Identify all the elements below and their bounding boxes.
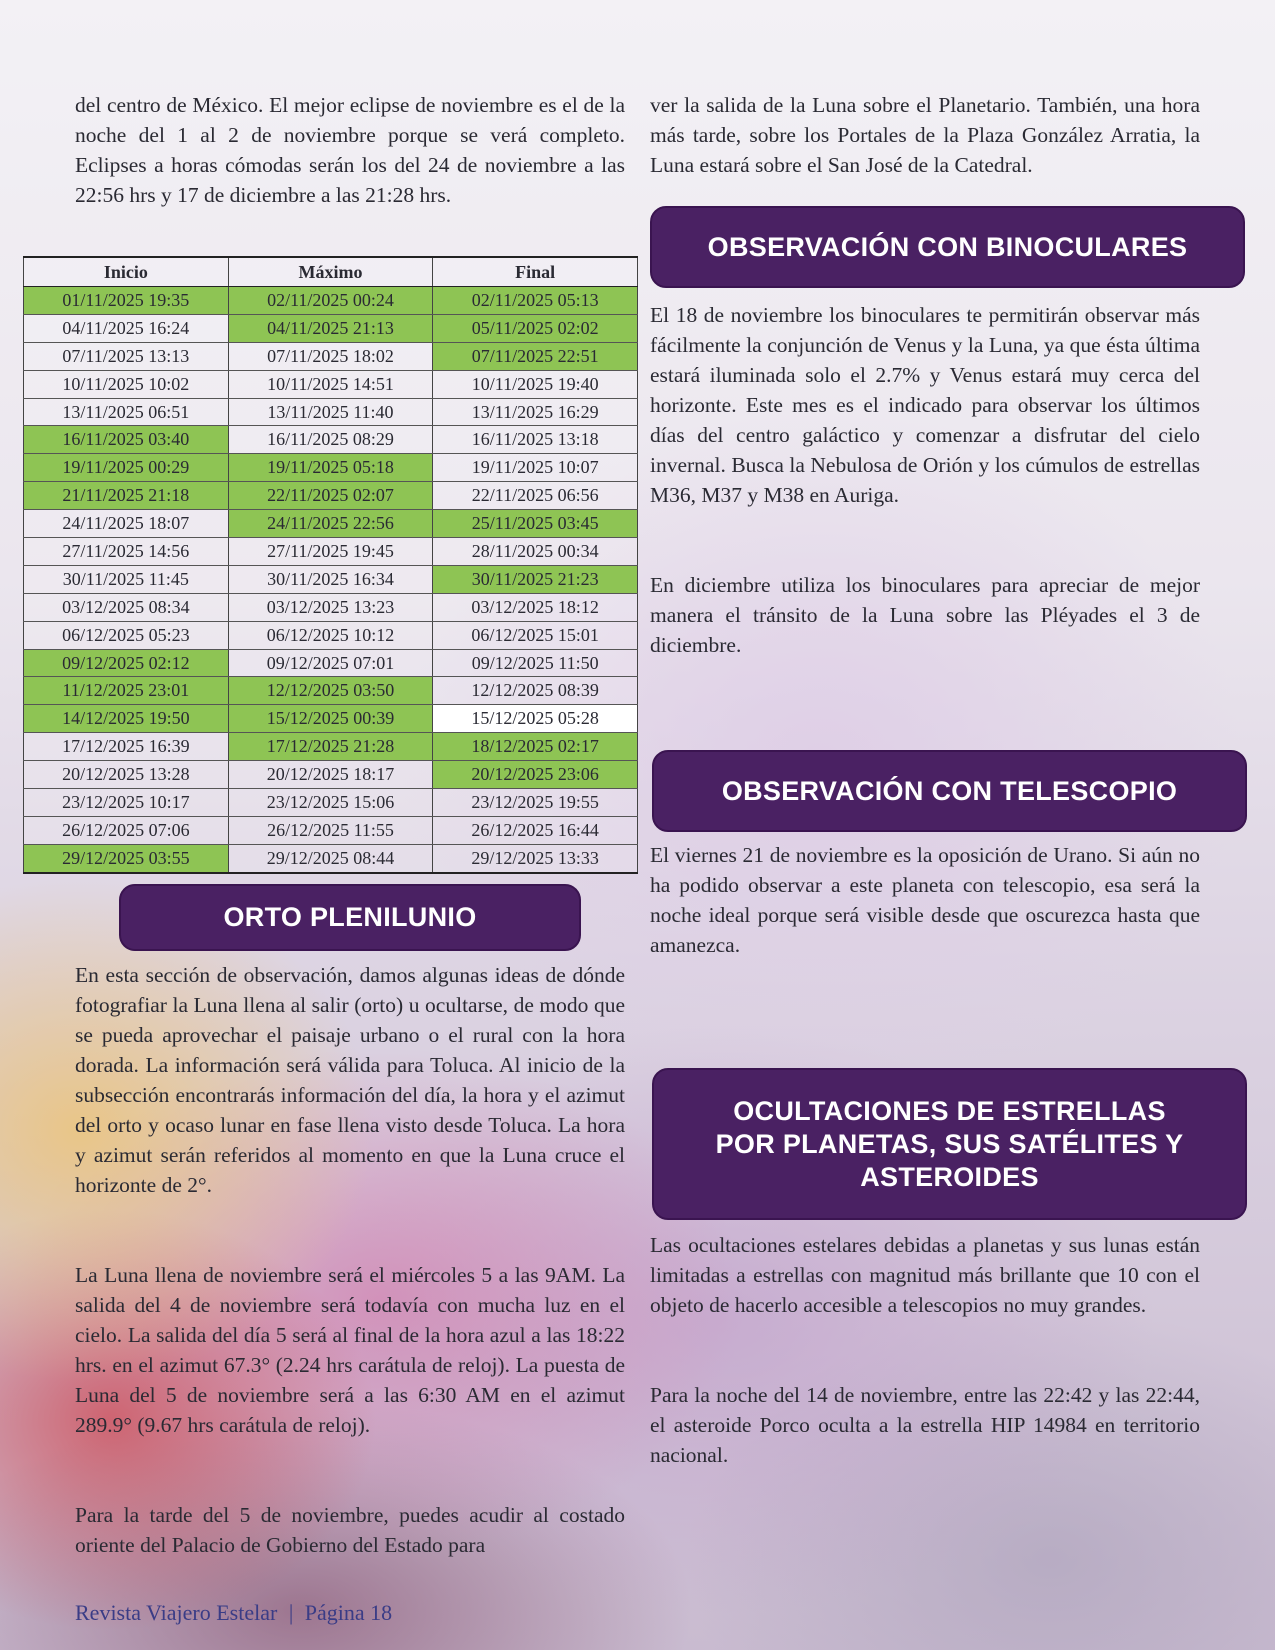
page-footer: [75, 1600, 392, 1626]
binoculares-paragraph-2: En diciembre utiliza los binoculares para apreciar de mejor manera el tránsito de la Luna sobre las Pléyades el 3 de diciembre.: [650, 573, 1200, 657]
continuation-paragraph: ver la salida de la Luna sobre el Planetario. También, una hora más tarde, sobre los Portales de la Plaza González Arratia, la Luna estará sobre el San José de la Catedral.: [650, 93, 1200, 177]
table-cell-maximo: 10/11/2025 14:51: [228, 370, 433, 398]
table-header-row: [24, 257, 638, 287]
table-row: [24, 426, 638, 454]
table-cell-inicio: 26/12/2025 07:06: [24, 816, 229, 844]
table-cell-maximo: 16/11/2025 08:29: [228, 426, 433, 454]
table-cell-final: 03/12/2025 18:12: [433, 593, 638, 621]
table-row: [24, 454, 638, 482]
table-cell-maximo: 26/12/2025 11:55: [228, 816, 433, 844]
table-cell-inicio: 10/11/2025 10:02: [24, 370, 229, 398]
table-cell-inicio: 30/11/2025 11:45: [24, 565, 229, 593]
table-cell-maximo: 07/11/2025 18:02: [228, 342, 433, 370]
column-header-inicio: Inicio: [24, 257, 229, 287]
table-cell-maximo: 15/12/2025 00:39: [228, 705, 433, 733]
table-cell-maximo: 22/11/2025 02:07: [228, 482, 433, 510]
table-row: [24, 677, 638, 705]
eclipse-table-body: [24, 287, 638, 873]
table-row: [24, 705, 638, 733]
table-cell-maximo: 02/11/2025 00:24: [228, 287, 433, 315]
orto-paragraph-3: Para la tarde del 5 de noviembre, puedes acudir al costado oriente del Palacio de Gobierno del Estado para: [75, 1503, 625, 1557]
table-row: [24, 844, 638, 872]
table-cell-final: 07/11/2025 22:51: [433, 342, 638, 370]
telescopio-heading: [652, 750, 1247, 832]
binoculares-heading: [650, 206, 1245, 288]
table-cell-inicio: 14/12/2025 19:50: [24, 705, 229, 733]
column-header-maximo: Máximo: [228, 257, 433, 287]
table-cell-inicio: 13/11/2025 06:51: [24, 398, 229, 426]
orto-plenilunio-heading: [119, 884, 581, 951]
table-cell-inicio: 07/11/2025 13:13: [24, 342, 229, 370]
table-row: [24, 287, 638, 315]
table-row: [24, 621, 638, 649]
table-cell-final: 30/11/2025 21:23: [433, 565, 638, 593]
table-cell-maximo: 23/12/2025 15:06: [228, 789, 433, 817]
table-cell-maximo: 19/11/2025 05:18: [228, 454, 433, 482]
table-cell-final: 23/12/2025 19:55: [433, 789, 638, 817]
table-cell-maximo: 12/12/2025 03:50: [228, 677, 433, 705]
table-cell-maximo: 27/11/2025 19:45: [228, 538, 433, 566]
table-cell-inicio: 21/11/2025 21:18: [24, 482, 229, 510]
orto-paragraph-1: En esta sección de observación, damos algunas ideas de dónde fotografiar la Luna llena al salir (orto) u ocultarse, de modo que se pueda aprovechar el paisaje urbano o el rural con la hora dorada. La información será válida para Toluca. Al inicio de la subsección encontrarás información del día, la hora y el azimut del orto y ocaso lunar en fase llena visto desde Toluca. La hora y azimut serán referidos al momento en que la Luna cruce el horizonte de 2°.: [75, 963, 625, 1197]
table-cell-maximo: 13/11/2025 11:40: [228, 398, 433, 426]
ocultaciones-paragraph-1: Las ocultaciones estelares debidas a planetas y sus lunas están limitadas a estrellas con magnitud más brillante que 10 con el objeto de hacerlo accesible a telescopios no muy grandes.: [650, 1233, 1200, 1317]
table-cell-inicio: 03/12/2025 08:34: [24, 593, 229, 621]
orto-paragraph-2: La Luna llena de noviembre será el miércoles 5 a las 9AM. La salida del 4 de noviembre será todavía con mucha luz en el cielo. La salida del día 5 será al final de la hora azul a las 18:22 hrs. en el azimut 67.3° (2.24 hrs carátula de reloj). La puesta de Luna del 5 de noviembre será a las 6:30 AM en el azimut 289.9° (9.67 hrs carátula de reloj).: [75, 1263, 625, 1437]
table-row: [24, 789, 638, 817]
table-cell-inicio: 23/12/2025 10:17: [24, 789, 229, 817]
table-cell-final: 15/12/2025 05:28: [433, 705, 638, 733]
table-row: [24, 370, 638, 398]
table-row: [24, 761, 638, 789]
table-cell-final: 28/11/2025 00:34: [433, 538, 638, 566]
table-row: [24, 482, 638, 510]
table-cell-final: 13/11/2025 16:29: [433, 398, 638, 426]
table-cell-inicio: 17/12/2025 16:39: [24, 733, 229, 761]
table-cell-inicio: 01/11/2025 19:35: [24, 287, 229, 315]
footer-magazine-name: Revista Viajero Estelar: [75, 1600, 278, 1625]
table-cell-final: 10/11/2025 19:40: [433, 370, 638, 398]
ocultaciones-paragraph-2: Para la noche del 14 de noviembre, entre las 22:42 y las 22:44, el asteroide Porco oculta a la estrella HIP 14984 en territorio nacional.: [650, 1383, 1200, 1467]
table-cell-maximo: 03/12/2025 13:23: [228, 593, 433, 621]
binoculares-paragraph-1: El 18 de noviembre los binoculares te permitirán observar más fácilmente la conjunción de Venus y la Luna, ya que ésta última estará iluminada solo el 2.7% y Venus estará muy cerca del horizonte. Este mes es el indicado para observar los últimos días del centro galáctico y comenzar a disfrutar del cielo invernal. Busca la Nebulosa de Orión y los cúmulos de estrellas M36, M37 y M38 en Auriga.: [650, 303, 1200, 507]
table-row: [24, 565, 638, 593]
column-header-final: Final: [433, 257, 638, 287]
telescopio-heading-text: OBSERVACIÓN CON TELESCOPIO: [721, 775, 1178, 806]
ocultaciones-heading-line-3: ASTEROIDES: [860, 1161, 1039, 1192]
orto-plenilunio-heading-text: ORTO PLENILUNIO: [223, 902, 477, 932]
table-cell-inicio: 24/11/2025 18:07: [24, 510, 229, 538]
eclipse-table: [23, 256, 638, 874]
table-cell-maximo: 17/12/2025 21:28: [228, 733, 433, 761]
table-row: [24, 816, 638, 844]
table-cell-final: 22/11/2025 06:56: [433, 482, 638, 510]
table-cell-inicio: 06/12/2025 05:23: [24, 621, 229, 649]
table-cell-final: 09/12/2025 11:50: [433, 649, 638, 677]
table-cell-final: 16/11/2025 13:18: [433, 426, 638, 454]
binoculares-heading-text: OBSERVACIÓN CON BINOCULARES: [707, 231, 1188, 262]
table-cell-maximo: 30/11/2025 16:34: [228, 565, 433, 593]
table-cell-maximo: 29/12/2025 08:44: [228, 844, 433, 872]
table-cell-inicio: 16/11/2025 03:40: [24, 426, 229, 454]
table-cell-final: 06/12/2025 15:01: [433, 621, 638, 649]
table-cell-maximo: 09/12/2025 07:01: [228, 649, 433, 677]
table-row: [24, 314, 638, 342]
ocultaciones-heading-line-2: POR PLANETAS, SUS SATÉLITES Y: [715, 1128, 1184, 1159]
table-cell-final: 05/11/2025 02:02: [433, 314, 638, 342]
table-row: [24, 398, 638, 426]
footer-page-number: Página 18: [304, 1600, 393, 1625]
table-cell-final: 20/12/2025 23:06: [433, 761, 638, 789]
ocultaciones-heading-line-1: OCULTACIONES DE ESTRELLAS: [733, 1095, 1166, 1126]
table-cell-inicio: 09/12/2025 02:12: [24, 649, 229, 677]
footer-separator: |: [288, 1600, 294, 1625]
table-row: [24, 510, 638, 538]
table-cell-inicio: 04/11/2025 16:24: [24, 314, 229, 342]
table-cell-maximo: 04/11/2025 21:13: [228, 314, 433, 342]
table-cell-final: 29/12/2025 13:33: [433, 844, 638, 872]
table-cell-maximo: 24/11/2025 22:56: [228, 510, 433, 538]
table-cell-final: 19/11/2025 10:07: [433, 454, 638, 482]
table-cell-inicio: 29/12/2025 03:55: [24, 844, 229, 872]
table-cell-final: 02/11/2025 05:13: [433, 287, 638, 315]
table-cell-final: 26/12/2025 16:44: [433, 816, 638, 844]
table-row: [24, 538, 638, 566]
table-cell-inicio: 20/12/2025 13:28: [24, 761, 229, 789]
table-cell-final: 25/11/2025 03:45: [433, 510, 638, 538]
table-cell-inicio: 27/11/2025 14:56: [24, 538, 229, 566]
table-cell-maximo: 20/12/2025 18:17: [228, 761, 433, 789]
table-cell-final: 12/12/2025 08:39: [433, 677, 638, 705]
table-row: [24, 342, 638, 370]
table-row: [24, 649, 638, 677]
table-cell-inicio: 11/12/2025 23:01: [24, 677, 229, 705]
table-cell-inicio: 19/11/2025 00:29: [24, 454, 229, 482]
intro-paragraph: del centro de México. El mejor eclipse de noviembre es el de la noche del 1 al 2 de noviembre porque se verá completo. Eclipses a horas cómodas serán los del 24 de noviembre a las 22:56 hrs y 17 de diciembre a las 21:28 hrs.: [75, 93, 625, 207]
ocultaciones-heading: [652, 1068, 1247, 1220]
table-row: [24, 593, 638, 621]
table-row: [24, 733, 638, 761]
table-cell-maximo: 06/12/2025 10:12: [228, 621, 433, 649]
table-cell-final: 18/12/2025 02:17: [433, 733, 638, 761]
telescopio-paragraph-1: El viernes 21 de noviembre es la oposición de Urano. Si aún no ha podido observar a este planeta con telescopio, esa será la noche ideal porque será visible desde que oscurezca hasta que amanezca.: [650, 843, 1200, 957]
